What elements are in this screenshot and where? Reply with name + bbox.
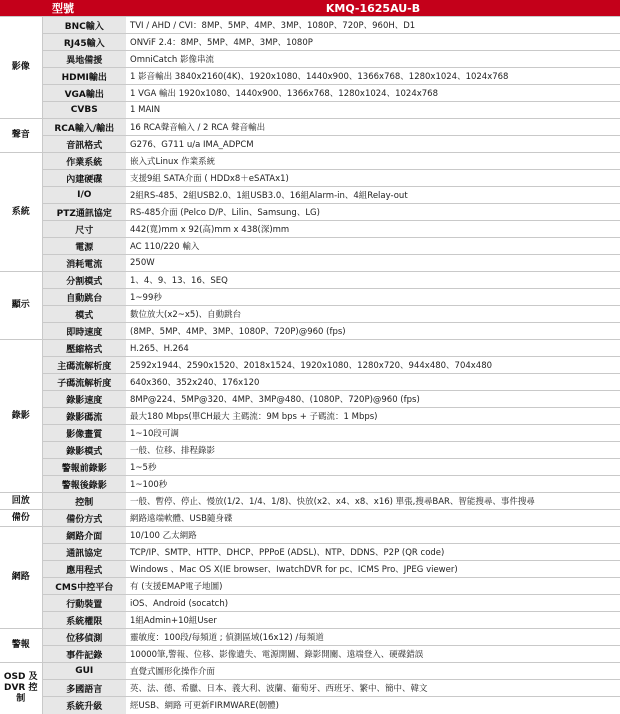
spec-row: [0, 340, 620, 357]
spec-value: 英、法、德、希臘、日本、義大利、波蘭、葡萄牙、西班牙、繁中、簡中、韓文: [126, 680, 620, 697]
spec-label: 模式: [42, 306, 126, 323]
spec-value: 一般、暫停、停止、慢放(1/2、1/4、1/8)、快放(x2、x4、x8、x16) 單張,搜尋BAR、智能搜尋、事件搜尋: [126, 493, 620, 510]
spec-value: TVI / AHD / CVI：8MP、5MP、4MP、3MP、1080P、720P、960H、D1: [126, 17, 620, 34]
spec-value: iOS、Android (socatch): [126, 595, 620, 612]
spec-value: 16 RCA聲音輸入 / 2 RCA 聲音輸出: [126, 119, 620, 136]
spec-row: [0, 204, 620, 221]
spec-row: [0, 68, 620, 85]
spec-label: PTZ通訊協定: [42, 204, 126, 221]
spec-row: [0, 119, 620, 136]
spec-value: 經USB、網路 可更新FIRMWARE(韌體): [126, 697, 620, 714]
spec-value: 支援9組 SATA介面 ( HDDx8＋eSATAx1): [126, 170, 620, 187]
category-label: 影像: [0, 17, 42, 119]
spec-row: [0, 272, 620, 289]
spec-row: [0, 391, 620, 408]
spec-label: 異地備援: [42, 51, 126, 68]
spec-row: [0, 646, 620, 663]
spec-label: 備份方式: [42, 510, 126, 527]
spec-label: 多國語言: [42, 680, 126, 697]
spec-value: 640x360、352x240、176x120: [126, 374, 620, 391]
spec-label: 壓縮格式: [42, 340, 126, 357]
spec-label: 主碼流解析度: [42, 357, 126, 374]
spec-label: 警報後錄影: [42, 476, 126, 493]
spec-value: 有 (支援EMAP電子地圖): [126, 578, 620, 595]
spec-label: 消耗電流: [42, 255, 126, 272]
spec-row: [0, 510, 620, 527]
header-model-label: 型號: [0, 0, 126, 17]
spec-row: [0, 697, 620, 714]
spec-value: 網路遠端軟體、USB隨身碟: [126, 510, 620, 527]
spec-label: 系統權限: [42, 612, 126, 629]
spec-label: 位移偵測: [42, 629, 126, 646]
spec-value: RS-485介面 (Pelco D/P、Lilin、Samsung、LG): [126, 204, 620, 221]
spec-value: 2592x1944、2590x1520、2018x1524、1920x1080、1280x720、944x480、704x480: [126, 357, 620, 374]
spec-value: G276、G711 u/a IMA_ADPCM: [126, 136, 620, 153]
spec-value: 數位放大(x2~x5)、自動跳台: [126, 306, 620, 323]
spec-label: 分割模式: [42, 272, 126, 289]
spec-row: [0, 595, 620, 612]
category-label: 網路: [0, 527, 42, 629]
spec-row: [0, 255, 620, 272]
spec-row: [0, 442, 620, 459]
category-label: OSD 及 DVR 控制: [0, 663, 42, 714]
spec-value: TCP/IP、SMTP、HTTP、DHCP、PPPoE (ADSL)、NTP、DDNS、P2P (QR code): [126, 544, 620, 561]
spec-label: 即時速度: [42, 323, 126, 340]
spec-value: 2組RS-485、2組USB2.0、1組USB3.0、16組Alarm-in、4組Relay-out: [126, 187, 620, 204]
spec-label: 事件記錄: [42, 646, 126, 663]
spec-row: [0, 459, 620, 476]
spec-label: BNC輸入: [42, 17, 126, 34]
category-label: 錄影: [0, 340, 42, 493]
spec-value: 1~10段可調: [126, 425, 620, 442]
spec-label: 作業系統: [42, 153, 126, 170]
spec-value: H.265、H.264: [126, 340, 620, 357]
spec-label: 系統升級: [42, 697, 126, 714]
spec-row: [0, 561, 620, 578]
spec-label: GUI: [42, 663, 126, 680]
spec-row: [0, 425, 620, 442]
spec-row: [0, 323, 620, 340]
spec-row: [0, 34, 620, 51]
spec-row: [0, 187, 620, 204]
spec-row: [0, 493, 620, 510]
spec-row: [0, 374, 620, 391]
spec-value: 1 影音輸出 3840x2160(4K)、1920x1080、1440x900、1366x768、1280x1024、1024x768: [126, 68, 620, 85]
spec-label: I/O: [42, 187, 126, 204]
category-label: 系統: [0, 153, 42, 272]
spec-row: [0, 527, 620, 544]
spec-label: 電源: [42, 238, 126, 255]
spec-row: [0, 544, 620, 561]
spec-label: 錄影速度: [42, 391, 126, 408]
spec-label: 錄影模式: [42, 442, 126, 459]
spec-value: 嵌入式Linux 作業系統: [126, 153, 620, 170]
spec-value: 10/100 乙太網路: [126, 527, 620, 544]
spec-row: [0, 476, 620, 493]
spec-value: 1、4、9、13、16、SEQ: [126, 272, 620, 289]
spec-label: HDMI輸出: [42, 68, 126, 85]
spec-row: [0, 238, 620, 255]
spec-label: 通訊協定: [42, 544, 126, 561]
category-label: 備份: [0, 510, 42, 527]
spec-label: CVBS: [42, 102, 126, 119]
spec-value: 1 MAIN: [126, 102, 620, 119]
spec-value: AC 110/220 輸入: [126, 238, 620, 255]
spec-value: 250W: [126, 255, 620, 272]
spec-label: 自動跳台: [42, 289, 126, 306]
spec-row: [0, 357, 620, 374]
header-model-name: KMQ-1625AU-B: [126, 0, 620, 17]
spec-value: 1~5秒: [126, 459, 620, 476]
category-label: 回放: [0, 493, 42, 510]
spec-label: 影像畫質: [42, 425, 126, 442]
spec-label: 內建硬碟: [42, 170, 126, 187]
spec-value: ONViF 2.4：8MP、5MP、4MP、3MP、1080P: [126, 34, 620, 51]
category-label: 警報: [0, 629, 42, 663]
spec-row: [0, 51, 620, 68]
spec-label: 尺寸: [42, 221, 126, 238]
spec-value: Windows 、Mac OS X(IE browser、IwatchDVR for pc、ICMS Pro、JPEG viewer): [126, 561, 620, 578]
spec-value: 442(寬)mm x 92(高)mm x 438(深)mm: [126, 221, 620, 238]
spec-label: RCA輸入/輸出: [42, 119, 126, 136]
spec-label: 錄影碼流: [42, 408, 126, 425]
spec-label: 控制: [42, 493, 126, 510]
spec-row: [0, 153, 620, 170]
spec-row: [0, 221, 620, 238]
spec-row: [0, 629, 620, 646]
spec-label: 網路介面: [42, 527, 126, 544]
spec-label: RJ45輸入: [42, 34, 126, 51]
spec-label: 應用程式: [42, 561, 126, 578]
spec-value: 1組Admin+10組User: [126, 612, 620, 629]
spec-value: 一般、位移、排程錄影: [126, 442, 620, 459]
spec-row: [0, 663, 620, 680]
spec-value: 最大180 Mbps(單CH最大 主碼流：9M bps + 子碼流：1 Mbps): [126, 408, 620, 425]
spec-label: 子碼流解析度: [42, 374, 126, 391]
spec-row: [0, 17, 620, 34]
spec-row: [0, 170, 620, 187]
spec-row: [0, 85, 620, 102]
category-label: 聲音: [0, 119, 42, 153]
spec-row: [0, 612, 620, 629]
spec-label: 音訊格式: [42, 136, 126, 153]
table-header: [0, 0, 620, 17]
spec-row: [0, 578, 620, 595]
spec-row: [0, 680, 620, 697]
spec-value: 靈敏度：100段/每頻道 ; 偵測區域(16x12) /每頻道: [126, 629, 620, 646]
spec-label: 警報前錄影: [42, 459, 126, 476]
category-label: 顯示: [0, 272, 42, 340]
spec-value: 8MP@224、5MP@320、4MP、3MP@480、(1080P、720P)@960 (fps): [126, 391, 620, 408]
spec-label: CMS中控平台: [42, 578, 126, 595]
spec-value: 1~99秒: [126, 289, 620, 306]
spec-value: (8MP、5MP、4MP、3MP、1080P、720P)@960 (fps): [126, 323, 620, 340]
spec-row: [0, 289, 620, 306]
spec-value: OmniCatch 影像串流: [126, 51, 620, 68]
spec-row: [0, 408, 620, 425]
spec-label: VGA輸出: [42, 85, 126, 102]
spec-row: [0, 102, 620, 119]
spec-label: 行動裝置: [42, 595, 126, 612]
spec-value: 直覺式圖形化操作介面: [126, 663, 620, 680]
spec-value: 10000筆,警報、位移、影像遺失、電源開關、錄影開關、遠端登入、硬碟錯誤: [126, 646, 620, 663]
spec-value: 1~100秒: [126, 476, 620, 493]
spec-value: 1 VGA 輸出 1920x1080、1440x900、1366x768、1280x1024、1024x768: [126, 85, 620, 102]
spec-row: [0, 136, 620, 153]
spec-row: [0, 306, 620, 323]
